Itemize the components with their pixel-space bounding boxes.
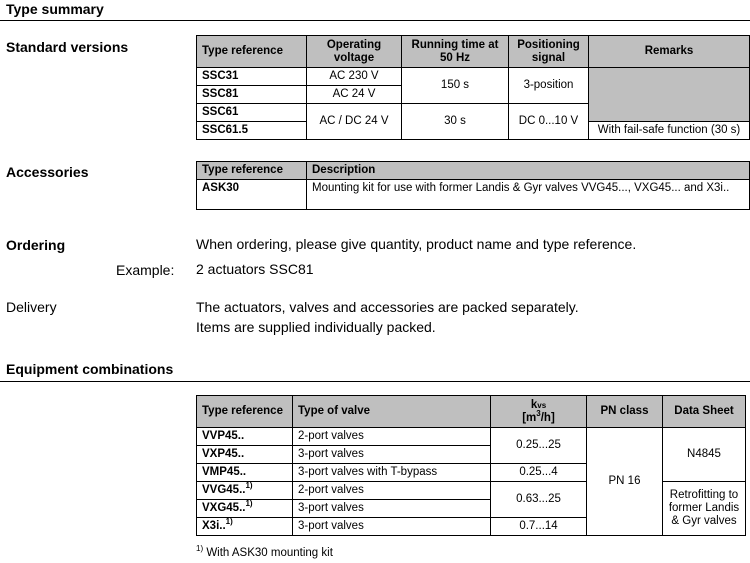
eq-valve-vxp45: 3-port valves <box>293 446 491 464</box>
kvs-unit-a: [m <box>522 411 537 424</box>
acc-type-ask30: ASK30 <box>197 180 307 210</box>
example-text: 2 actuators SSC81 <box>196 261 314 277</box>
type-summary-rule <box>0 20 750 21</box>
standard-versions-table <box>196 35 750 140</box>
type-ssc61-5: SSC61.5 <box>197 122 307 140</box>
eq-valve-vmp45: 3-port valves with T-bypass <box>293 464 491 482</box>
accessories-table <box>196 161 750 210</box>
example-label: Example: <box>116 262 175 278</box>
eq-header-pn-class: PN class <box>587 396 663 428</box>
eq-header-data-sheet: Data Sheet <box>663 396 746 428</box>
eq-kvs-0-63-25: 0.63...25 <box>491 482 587 518</box>
acc-header-description: Description <box>307 162 750 180</box>
kvs-k: k <box>530 398 538 411</box>
eq-type-vxg45: VXG45..$^{1)}$ <box>197 500 293 518</box>
eq-type-vvg45: VVG45..$^{1)}$ <box>197 482 293 500</box>
eq-header-type-of-valve: Type of valve <box>293 396 491 428</box>
voltage-ssc31: AC 230 V <box>307 68 402 86</box>
footnote <box>196 544 333 559</box>
header-running-time: Running time at 50 Hz <box>402 36 509 68</box>
eq-valve-vvg45: 2-port valves <box>293 482 491 500</box>
acc-header-type-reference: Type reference <box>197 162 307 180</box>
signal-3-position: 3-position <box>509 68 589 104</box>
eq-kvs-0-25-25: 0.25...25 <box>491 428 587 464</box>
eq-header-type-reference: Type reference <box>197 396 293 428</box>
eq-valve-vvp45: 2-port valves <box>293 428 491 446</box>
footnote-text: With ASK30 mounting kit <box>206 547 333 559</box>
acc-description: Mounting kit for use with former Landis & Gyr valves VVG45..., VXG45... and X3i.. <box>307 180 750 210</box>
footnote-mark: 1) <box>225 517 233 527</box>
eq-datasheet-retrofitting: Retrofitting to former Landis & Gyr valves <box>663 482 746 536</box>
type-ssc61: SSC61 <box>197 104 307 122</box>
header-remarks: Remarks <box>589 36 750 68</box>
header-positioning-signal: Positioning signal <box>509 36 589 68</box>
equipment-table <box>196 395 746 536</box>
type-ssc31: SSC31 <box>197 68 307 86</box>
type-summary-title: Type summary <box>6 1 104 17</box>
eq-valve-x3i: 3-port valves <box>293 518 491 536</box>
remarks-empty <box>589 68 750 122</box>
footnote-number: 1) <box>196 544 204 554</box>
eq-type-vvp45: VVP45.. <box>197 428 293 446</box>
accessories-label: Accessories <box>6 164 89 180</box>
delivery-line-1: The actuators, valves and accessories are packed separately. <box>196 299 579 315</box>
eq-header-kvs <box>491 396 587 428</box>
kvs-unit-sup: 3 <box>536 408 541 418</box>
header-operating-voltage: Operating voltage <box>307 36 402 68</box>
eq-pn-16: PN 16 <box>587 428 663 536</box>
voltage-acdc24: AC / DC 24 V <box>307 104 402 140</box>
eq-kvs-0-25-4: 0.25...4 <box>491 464 587 482</box>
standard-versions-label: Standard versions <box>6 39 129 55</box>
signal-dc0-10: DC 0...10 V <box>509 104 589 140</box>
header-type-reference: Type reference <box>197 36 307 68</box>
ordering-label: Ordering <box>6 237 66 253</box>
eq-datasheet-n4845: N4845 <box>663 428 746 482</box>
remark-fail-safe: With fail-safe function (30 s) <box>589 122 750 140</box>
eq-kvs-0-7-14: 0.7...14 <box>491 518 587 536</box>
voltage-ssc81: AC 24 V <box>307 86 402 104</box>
eq-type-vmp45: VMP45.. <box>197 464 293 482</box>
equipment-title: Equipment combinations <box>6 361 174 377</box>
footnote-mark: 1) <box>245 499 253 509</box>
eq-valve-vxg45: 3-port valves <box>293 500 491 518</box>
eq-type-vxp45: VXP45.. <box>197 446 293 464</box>
delivery-line-2: Items are supplied individually packed. <box>196 319 436 335</box>
kvs-unit-b: /h] <box>540 411 555 424</box>
kvs-sub: vs <box>537 400 547 410</box>
ordering-text: When ordering, please give quantity, product name and type reference. <box>196 236 637 252</box>
type-ssc81: SSC81 <box>197 86 307 104</box>
running-time-150: 150 s <box>402 68 509 104</box>
footnote-mark: 1) <box>245 481 253 491</box>
equipment-rule <box>0 381 750 382</box>
eq-type-x3i: X3i..$^{1)}$ <box>197 518 293 536</box>
delivery-label: Delivery <box>6 299 57 315</box>
running-time-30: 30 s <box>402 104 509 140</box>
